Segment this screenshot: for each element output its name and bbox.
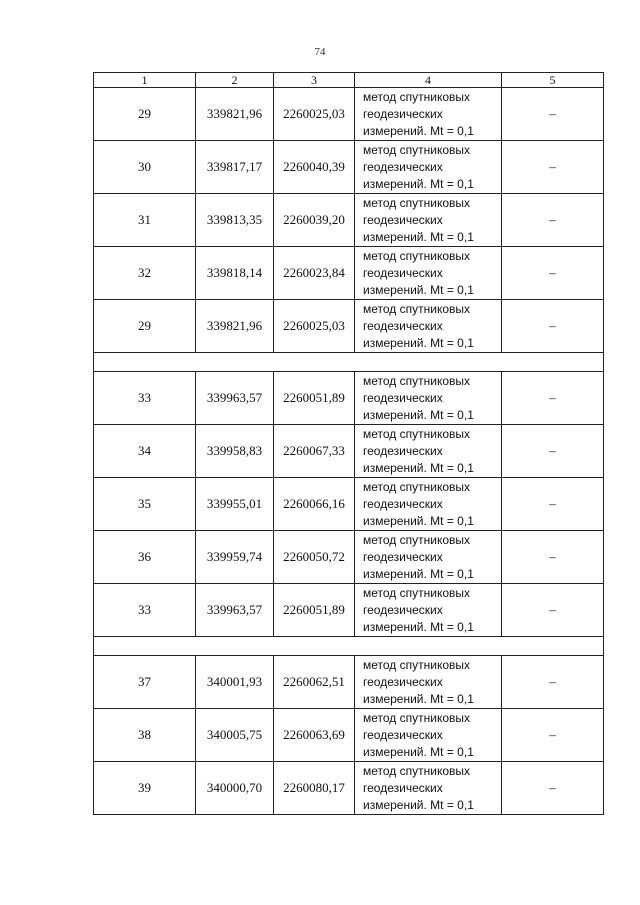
note-cell: – bbox=[502, 709, 604, 762]
point-number-cell: 32 bbox=[94, 247, 196, 300]
method-cell bbox=[355, 300, 502, 353]
point-number-cell: 30 bbox=[94, 141, 196, 194]
table-row bbox=[94, 709, 604, 762]
group-separator-row bbox=[94, 637, 604, 656]
x-coordinate-cell: 339958,83 bbox=[196, 425, 274, 478]
table-row bbox=[94, 584, 604, 637]
group-separator-cell bbox=[94, 637, 604, 656]
method-cell bbox=[355, 478, 502, 531]
table-row bbox=[94, 425, 604, 478]
column-header: 3 bbox=[274, 73, 355, 88]
method-line: геодезических bbox=[363, 602, 443, 617]
method-cell bbox=[355, 656, 502, 709]
point-number-cell: 31 bbox=[94, 194, 196, 247]
method-line: метод спутниковых bbox=[363, 585, 471, 600]
y-coordinate-cell: 2260051,89 bbox=[274, 372, 355, 425]
method-line: геодезических bbox=[363, 318, 443, 333]
method-line: метод спутниковых bbox=[363, 301, 471, 316]
y-coordinate-cell: 2260062,51 bbox=[274, 656, 355, 709]
table-row bbox=[94, 531, 604, 584]
group-separator-row bbox=[94, 353, 604, 372]
table-row bbox=[94, 478, 604, 531]
method-cell bbox=[355, 762, 502, 815]
method-line: измерений. Mt = 0,1 bbox=[363, 566, 474, 581]
point-number-cell: 33 bbox=[94, 372, 196, 425]
method-line: геодезических bbox=[363, 496, 443, 511]
method-line: измерений. Mt = 0,1 bbox=[363, 335, 474, 350]
table-header-row bbox=[94, 73, 604, 88]
method-line: измерений. Mt = 0,1 bbox=[363, 176, 474, 191]
method-line: метод спутниковых bbox=[363, 248, 471, 263]
note-cell: – bbox=[502, 88, 604, 141]
table-row bbox=[94, 247, 604, 300]
x-coordinate-cell: 339963,57 bbox=[196, 372, 274, 425]
note-cell: – bbox=[502, 584, 604, 637]
method-cell bbox=[355, 247, 502, 300]
note-cell: – bbox=[502, 141, 604, 194]
point-number-cell: 29 bbox=[94, 88, 196, 141]
method-cell bbox=[355, 88, 502, 141]
y-coordinate-cell: 2260067,33 bbox=[274, 425, 355, 478]
method-line: геодезических bbox=[363, 443, 443, 458]
x-coordinate-cell: 340005,75 bbox=[196, 709, 274, 762]
column-header: 5 bbox=[502, 73, 604, 88]
y-coordinate-cell: 2260039,20 bbox=[274, 194, 355, 247]
x-coordinate-cell: 340000,70 bbox=[196, 762, 274, 815]
method-line: метод спутниковых bbox=[363, 195, 471, 210]
method-cell bbox=[355, 584, 502, 637]
y-coordinate-cell: 2260023,84 bbox=[274, 247, 355, 300]
table-row bbox=[94, 141, 604, 194]
table-row bbox=[94, 656, 604, 709]
method-cell bbox=[355, 709, 502, 762]
method-line: измерений. Mt = 0,1 bbox=[363, 123, 474, 138]
method-line: измерений. Mt = 0,1 bbox=[363, 619, 474, 634]
method-line: измерений. Mt = 0,1 bbox=[363, 407, 474, 422]
point-number-cell: 33 bbox=[94, 584, 196, 637]
x-coordinate-cell: 339817,17 bbox=[196, 141, 274, 194]
column-header: 2 bbox=[196, 73, 274, 88]
method-line: измерений. Mt = 0,1 bbox=[363, 282, 474, 297]
method-line: метод спутниковых bbox=[363, 479, 471, 494]
method-line: геодезических bbox=[363, 212, 443, 227]
method-line: измерений. Mt = 0,1 bbox=[363, 513, 474, 528]
method-line: геодезических bbox=[363, 159, 443, 174]
note-cell: – bbox=[502, 478, 604, 531]
column-header: 1 bbox=[94, 73, 196, 88]
method-cell bbox=[355, 194, 502, 247]
point-number-cell: 36 bbox=[94, 531, 196, 584]
method-line: метод спутниковых bbox=[363, 657, 471, 672]
table-row bbox=[94, 372, 604, 425]
page-number: 74 bbox=[314, 46, 326, 58]
point-number-cell: 39 bbox=[94, 762, 196, 815]
method-line: метод спутниковых bbox=[363, 426, 471, 441]
point-number-cell: 38 bbox=[94, 709, 196, 762]
note-cell: – bbox=[502, 247, 604, 300]
x-coordinate-cell: 339963,57 bbox=[196, 584, 274, 637]
method-line: метод спутниковых bbox=[363, 373, 471, 388]
method-line: измерений. Mt = 0,1 bbox=[363, 797, 474, 812]
table-row bbox=[94, 194, 604, 247]
table-row bbox=[94, 762, 604, 815]
x-coordinate-cell: 339959,74 bbox=[196, 531, 274, 584]
method-line: геодезических bbox=[363, 265, 443, 280]
y-coordinate-cell: 2260063,69 bbox=[274, 709, 355, 762]
method-cell bbox=[355, 141, 502, 194]
x-coordinate-cell: 340001,93 bbox=[196, 656, 274, 709]
table-row bbox=[94, 88, 604, 141]
method-line: геодезических bbox=[363, 727, 443, 742]
method-line: метод спутниковых bbox=[363, 142, 471, 157]
method-line: измерений. Mt = 0,1 bbox=[363, 460, 474, 475]
method-line: метод спутниковых bbox=[363, 532, 471, 547]
point-number-cell: 37 bbox=[94, 656, 196, 709]
method-line: измерений. Mt = 0,1 bbox=[363, 691, 474, 706]
y-coordinate-cell: 2260025,03 bbox=[274, 88, 355, 141]
x-coordinate-cell: 339821,96 bbox=[196, 88, 274, 141]
coordinates-table bbox=[93, 72, 604, 815]
y-coordinate-cell: 2260051,89 bbox=[274, 584, 355, 637]
method-line: геодезических bbox=[363, 549, 443, 564]
note-cell: – bbox=[502, 372, 604, 425]
method-line: геодезических bbox=[363, 390, 443, 405]
y-coordinate-cell: 2260040,39 bbox=[274, 141, 355, 194]
y-coordinate-cell: 2260080,17 bbox=[274, 762, 355, 815]
x-coordinate-cell: 339818,14 bbox=[196, 247, 274, 300]
method-line: метод спутниковых bbox=[363, 89, 471, 104]
method-line: геодезических bbox=[363, 674, 443, 689]
point-number-cell: 34 bbox=[94, 425, 196, 478]
column-header: 4 bbox=[355, 73, 502, 88]
note-cell: – bbox=[502, 425, 604, 478]
method-cell bbox=[355, 425, 502, 478]
y-coordinate-cell: 2260025,03 bbox=[274, 300, 355, 353]
method-line: метод спутниковых bbox=[363, 763, 471, 778]
note-cell: – bbox=[502, 656, 604, 709]
method-line: измерений. Mt = 0,1 bbox=[363, 229, 474, 244]
method-cell bbox=[355, 531, 502, 584]
note-cell: – bbox=[502, 194, 604, 247]
note-cell: – bbox=[502, 762, 604, 815]
x-coordinate-cell: 339813,35 bbox=[196, 194, 274, 247]
y-coordinate-cell: 2260066,16 bbox=[274, 478, 355, 531]
method-line: геодезических bbox=[363, 106, 443, 121]
note-cell: – bbox=[502, 531, 604, 584]
table-row bbox=[94, 300, 604, 353]
method-line: метод спутниковых bbox=[363, 710, 471, 725]
point-number-cell: 29 bbox=[94, 300, 196, 353]
method-line: геодезических bbox=[363, 780, 443, 795]
method-line: измерений. Mt = 0,1 bbox=[363, 744, 474, 759]
x-coordinate-cell: 339821,96 bbox=[196, 300, 274, 353]
method-cell bbox=[355, 372, 502, 425]
point-number-cell: 35 bbox=[94, 478, 196, 531]
x-coordinate-cell: 339955,01 bbox=[196, 478, 274, 531]
note-cell: – bbox=[502, 300, 604, 353]
y-coordinate-cell: 2260050,72 bbox=[274, 531, 355, 584]
group-separator-cell bbox=[94, 353, 604, 372]
